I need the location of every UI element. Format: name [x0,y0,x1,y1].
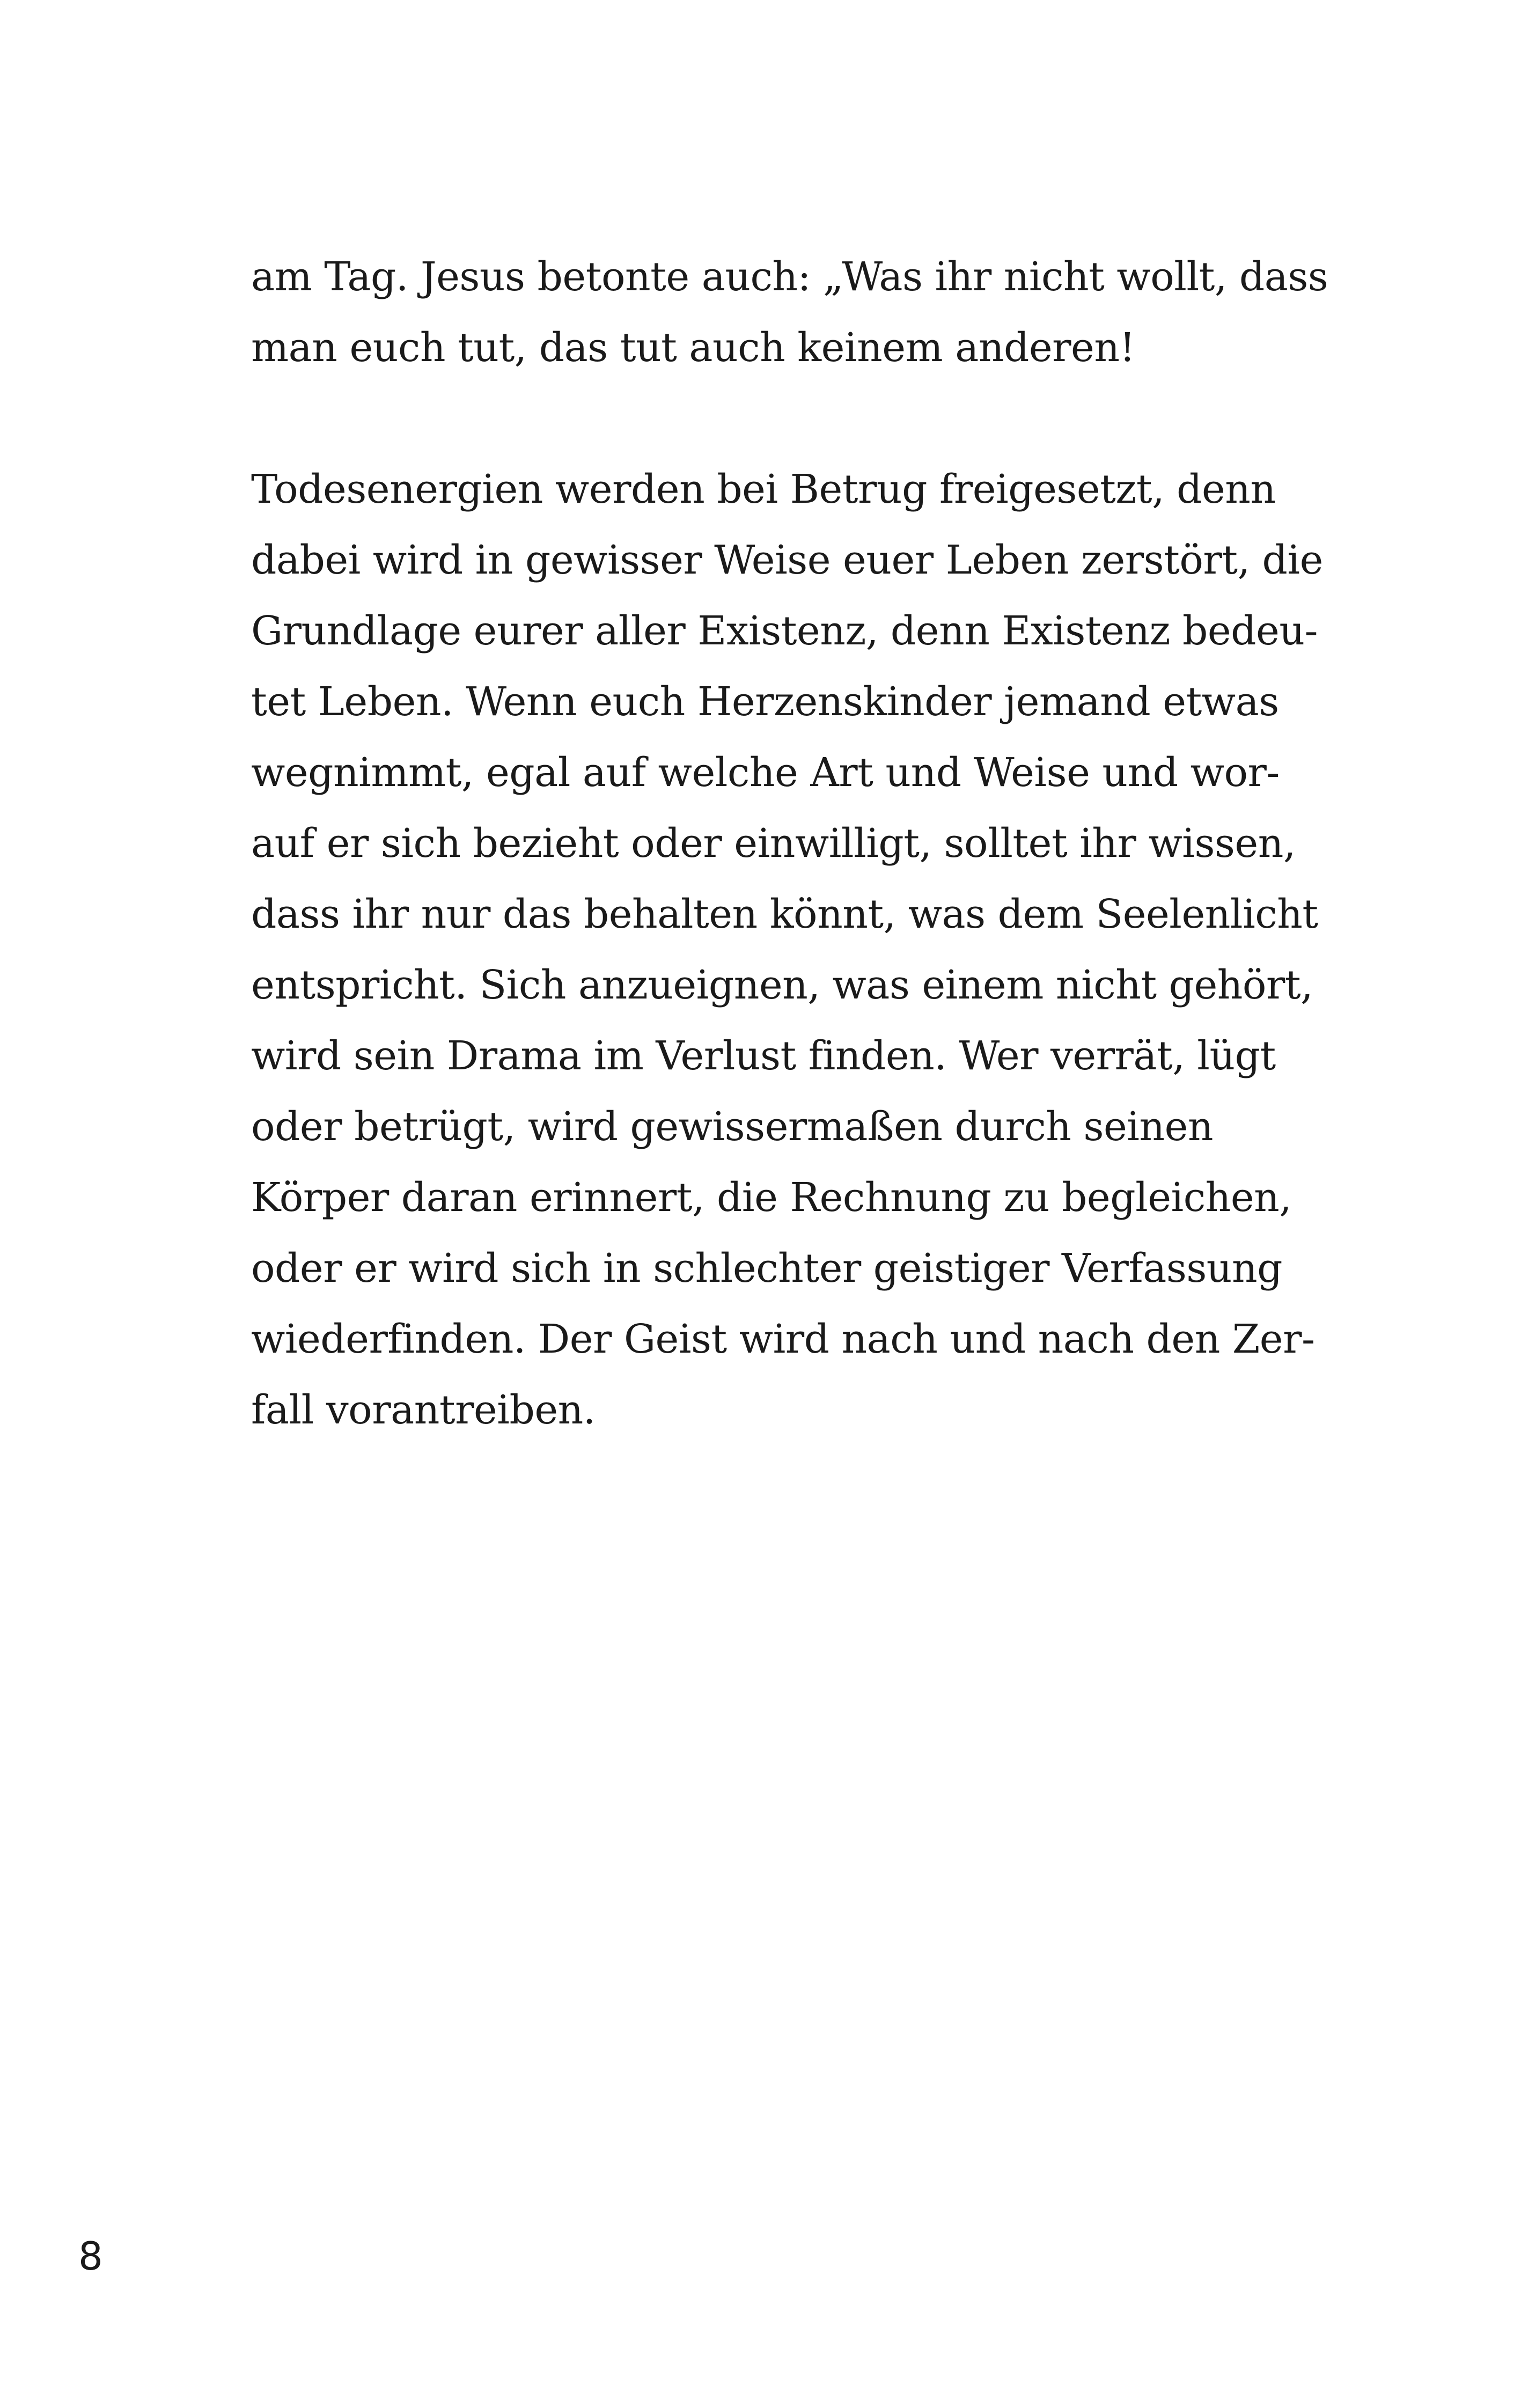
text-line: wird sein Drama im Verlust finden. Wer verrät, lügt [251,1033,1276,1079]
text-line: tet Leben. Wenn euch Herzenskinder jemand etwas [251,679,1279,725]
text-line: Grundlage eurer aller Existenz, denn Existenz bedeu- [251,608,1318,654]
text-line: oder betrügt, wird gewissermaßen durch seinen [251,1104,1214,1150]
text-line: Todesenergien werden bei Betrug freigesetzt, denn [251,466,1276,512]
text-line: dabei wird in gewisser Weise euer Leben zerstört, die [251,537,1323,583]
text-line: entspricht. Sich anzueignen, was einem nicht gehört, [251,962,1313,1008]
text-line: wegnimmt, egal auf welche Art und Weise und wor- [251,750,1280,796]
page-number: 8 [78,2234,103,2279]
text-line: dass ihr nur das behalten könnt, was dem Seelenlicht [251,891,1318,937]
paragraph-2 [251,454,1323,1445]
text-line: man euch tut, das tut auch keinem anderen! [251,325,1135,371]
text-line: oder er wird sich in schlechter geistiger Verfassung [251,1245,1282,1291]
paragraph-1 [251,241,1328,383]
text-line: wiederfinden. Der Geist wird nach und nach den Zer- [251,1316,1315,1362]
text-line: fall vorantreiben. [251,1387,596,1433]
text-line: auf er sich bezieht oder einwilligt, solltet ihr wissen, [251,820,1296,867]
text-line: am Tag. Jesus betonte auch: „Was ihr nicht wollt, dass [251,254,1328,300]
text-line: Körper daran erinnert, die Rechnung zu begleichen, [251,1174,1292,1221]
